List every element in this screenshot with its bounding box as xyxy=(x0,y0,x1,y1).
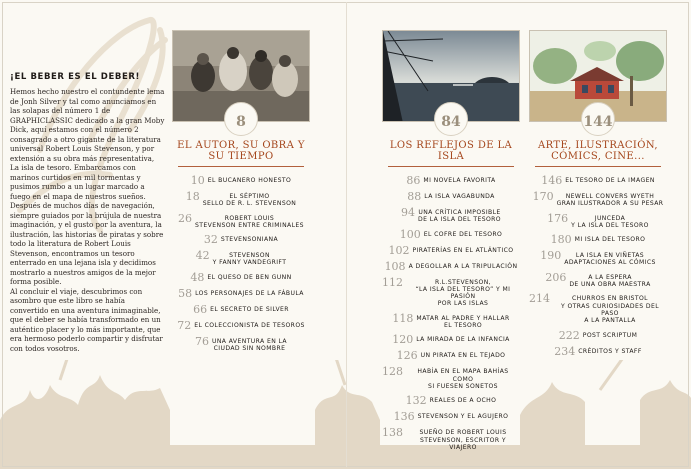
toc-entry[interactable] xyxy=(529,175,667,186)
toc-entry-title: EL COLECCIONISTA DE TESOROS xyxy=(194,321,305,329)
toc-entry-title: REALES DE A OCHO xyxy=(429,397,497,405)
toc-entry-title: JUNCEDA Y LA ISLA DEL TESORO xyxy=(571,214,649,229)
toc-entry[interactable] xyxy=(382,261,520,272)
toc-page-number: 48 xyxy=(190,270,205,284)
toc-list xyxy=(529,175,667,357)
section-rule xyxy=(535,166,661,167)
toc-page-number: 190 xyxy=(540,249,562,263)
toc-entry-title: STEVENSONIANA xyxy=(220,236,279,244)
toc-entry-title: EL TESORO DE LA IMAGEN xyxy=(565,177,655,184)
toc-entry[interactable] xyxy=(172,234,310,245)
intro-paragraph-1: Hemos hecho nuestro el contundente lema de Jonh Silver y tal como anunciamos en las solapas del número 1 de GRAPHICLASSIC dedicado a la gran Moby Dick, aquí estamos con el número 2 consagrado a otro gigante de la literatura universal Robert Louis Stevenson, y por extensión a su obra más representativa, La isla de tesoro. Embarcamos con marinos curtidos en mil tormentas y pusimos rumbo a un lugar marcado a fuego en el mapa de nuestros sueños. Después de muchos días de navegación, siempre guiados por la brújula de nuestra imaginación, y el gusto por la aventura, la ilustración, las historias de piratas y sobre todo la literatura de Robert Louis Stevenson, encontramos un tesoro enterrado en una lejana isla y decidimos mostrarlo a nuestros amigos de la mejor forma posible. xyxy=(10,87,165,286)
toc-entry-title: UN PIRATA EN EL TEJADO xyxy=(420,352,506,360)
toc-entry[interactable] xyxy=(529,250,667,267)
toc-entry-title: POST SCRIPTUM xyxy=(582,331,638,339)
toc-page-number: 222 xyxy=(558,328,580,342)
toc-entry[interactable] xyxy=(172,250,310,267)
toc-entry-title: UNA CRÍTICA IMPOSIBLE DE LA ISLA DEL TESORO xyxy=(418,209,501,224)
toc-page-number: 102 xyxy=(388,243,410,257)
toc-entry-title: R.L.STEVENSON, “LA ISLA DEL TESORO” Y MI PASIÓN POR LAS ISLAS xyxy=(415,278,511,308)
toc-entry[interactable] xyxy=(172,191,310,208)
toc-entry[interactable] xyxy=(529,213,667,230)
toc-entry[interactable] xyxy=(529,346,667,357)
toc-entry-title: LA MIRADA DE LA INFANCIA xyxy=(416,336,510,344)
toc-page-number: 10 xyxy=(190,174,205,187)
toc-entry-title: LA ISLA EN VIÑETAS ADAPTACIONES AL CÓMICS xyxy=(564,252,656,267)
toc-entry[interactable] xyxy=(382,191,520,202)
toc-entry[interactable] xyxy=(529,234,667,245)
section-column-3 xyxy=(529,30,667,362)
toc-entry-title: EL BUCANERO HONESTO xyxy=(207,177,292,184)
page-fold xyxy=(346,2,347,467)
toc-page-number: 88 xyxy=(407,190,422,203)
section-page-badge: 144 xyxy=(581,102,615,136)
toc-entry-title: PIRATERÍAS EN EL ATLÁNTICO xyxy=(412,246,514,254)
toc-entry-title: STEVENSON Y EL AGUJERO xyxy=(417,413,509,421)
toc-page-number: 76 xyxy=(194,334,209,348)
toc-page-number: 170 xyxy=(532,190,554,203)
toc-entry[interactable] xyxy=(172,272,310,283)
toc-page-number: 138 xyxy=(382,426,403,440)
toc-entry[interactable] xyxy=(172,320,310,331)
toc-entry-title: LA ISLA VAGABUNDA xyxy=(424,193,495,200)
toc-page-number: 180 xyxy=(550,233,572,247)
toc-entry-title: SUEÑO DE ROBERT LOUIS STEVENSON, ESCRITOR Y VIAJERO xyxy=(419,429,507,451)
toc-entry-title: UNA AVENTURA EN LA CIUDAD SIN NOMBRE xyxy=(211,337,287,353)
toc-page-number: 112 xyxy=(382,275,403,289)
toc-entry-title: EL SECRETO DE SILVER xyxy=(210,305,289,313)
toc-entry-title: STEVENSON Y FANNY VANDEGRIFT xyxy=(212,252,287,267)
toc-page-number: 214 xyxy=(529,292,550,306)
toc-entry[interactable] xyxy=(172,336,310,353)
toc-entry-title: NEWELL CONVERS WYETH GRAN ILUSTRADOR A SU PESAR xyxy=(556,193,664,208)
toc-entry[interactable] xyxy=(172,175,310,186)
toc-entry[interactable] xyxy=(172,304,310,315)
toc-entry-title: CRÉDITOS Y STAFF xyxy=(578,347,642,355)
toc-page-number: 94 xyxy=(401,206,416,219)
toc-entry[interactable] xyxy=(382,334,520,345)
toc-page-number: 42 xyxy=(195,249,210,263)
toc-entry[interactable] xyxy=(382,350,520,361)
toc-page-number: 18 xyxy=(185,190,200,203)
toc-entry-title: EL COFRE DEL TESORO xyxy=(423,230,503,238)
toc-entry-title: CHURROS EN BRISTOL Y OTRAS CURIOSIDADES DEL PASO A LA PANTALLA xyxy=(561,295,659,325)
toc-page-number: 32 xyxy=(203,233,218,247)
intro-heading: ¡EL BEBER ES EL DEBER! xyxy=(10,72,140,82)
toc-page-number: 128 xyxy=(382,365,403,379)
toc-page-number: 86 xyxy=(406,174,421,187)
toc-page-number: 72 xyxy=(177,318,192,332)
toc-page-number: 108 xyxy=(384,259,406,273)
toc-page-number: 118 xyxy=(392,311,414,325)
toc-entry[interactable] xyxy=(529,191,667,208)
toc-entry[interactable] xyxy=(382,229,520,240)
toc-page-number: 136 xyxy=(393,410,415,424)
toc-entry-title: A LA ESPERA DE UNA OBRA MAESTRA xyxy=(569,273,651,289)
toc-entry-title: MATAR AL PADRE Y HALLAR EL TESORO xyxy=(416,314,510,330)
toc-page-number: 132 xyxy=(405,394,427,408)
toc-list xyxy=(382,175,520,451)
toc-list xyxy=(172,175,310,352)
toc-page-number: 206 xyxy=(545,270,567,284)
toc-entry[interactable] xyxy=(382,427,520,451)
toc-entry-title: MI ISLA DEL TESORO xyxy=(574,236,646,244)
section-title: ARTE, ILUSTRACIÓN, CÓMICS, CINE... xyxy=(538,140,658,162)
toc-page-number: 26 xyxy=(178,211,193,225)
toc-entry[interactable] xyxy=(172,213,310,230)
toc-entry-title: ROBERT LOUIS STEVENSON ENTRE CRIMINALES xyxy=(195,214,304,229)
section-rule xyxy=(178,166,304,167)
toc-entry-title: EL SÉPTIMO SELLO DE R. L. STEVENSON xyxy=(202,193,297,208)
toc-entry[interactable] xyxy=(382,395,520,406)
editorial-intro xyxy=(10,72,165,353)
toc-entry[interactable] xyxy=(529,330,667,341)
toc-page-number: 100 xyxy=(399,227,421,241)
toc-entry[interactable] xyxy=(529,272,667,289)
toc-entry[interactable] xyxy=(382,245,520,256)
toc-entry-title: A DEGOLLAR A LA TRIPULACIÓN xyxy=(408,262,518,270)
toc-entry[interactable] xyxy=(529,293,667,324)
section-page-badge: 84 xyxy=(434,102,468,136)
toc-page-number: 126 xyxy=(396,349,418,363)
toc-entry-title: EL QUESO DE BEN GUNN xyxy=(207,273,292,281)
toc-page-number: 66 xyxy=(193,302,208,316)
toc-entry-title: HABÍA EN EL MAPA BAHÍAS COMO SI FUESEN SONETOS xyxy=(417,368,509,390)
toc-entry[interactable] xyxy=(382,207,520,224)
toc-entry[interactable] xyxy=(382,313,520,330)
toc-page-number: 234 xyxy=(554,344,576,358)
toc-page-number: 146 xyxy=(541,174,563,187)
section-title: EL AUTOR, SU OBRA Y SU TIEMPO xyxy=(177,140,305,162)
section-rule xyxy=(388,166,514,167)
toc-entry[interactable] xyxy=(172,288,310,299)
intro-paragraph-2: Al concluir el viaje, descubrimos con asombro que este libro se había convertido en una aventura inimaginable, que el deber se había transformado en un auténtico placer y lo más importante, que era hermoso poderlo compartir y disfrutar con todos vosotros. xyxy=(10,286,163,353)
section-column-2 xyxy=(382,30,520,456)
toc-entry[interactable] xyxy=(382,175,520,186)
toc-page-number: 58 xyxy=(178,286,193,300)
toc-entry[interactable] xyxy=(382,411,520,422)
toc-entry[interactable] xyxy=(382,366,520,390)
toc-entry[interactable] xyxy=(382,277,520,308)
toc-entry-title: LOS PERSONAJES DE LA FÁBULA xyxy=(195,289,304,297)
toc-page-number: 176 xyxy=(547,211,569,225)
section-column-1 xyxy=(172,30,310,357)
section-title: LOS REFLEJOS DE LA ISLA xyxy=(389,140,513,162)
section-page-badge: 8 xyxy=(224,102,258,136)
toc-page-number: 120 xyxy=(392,333,414,347)
toc-entry-title: MI NOVELA FAVORITA xyxy=(423,177,496,184)
